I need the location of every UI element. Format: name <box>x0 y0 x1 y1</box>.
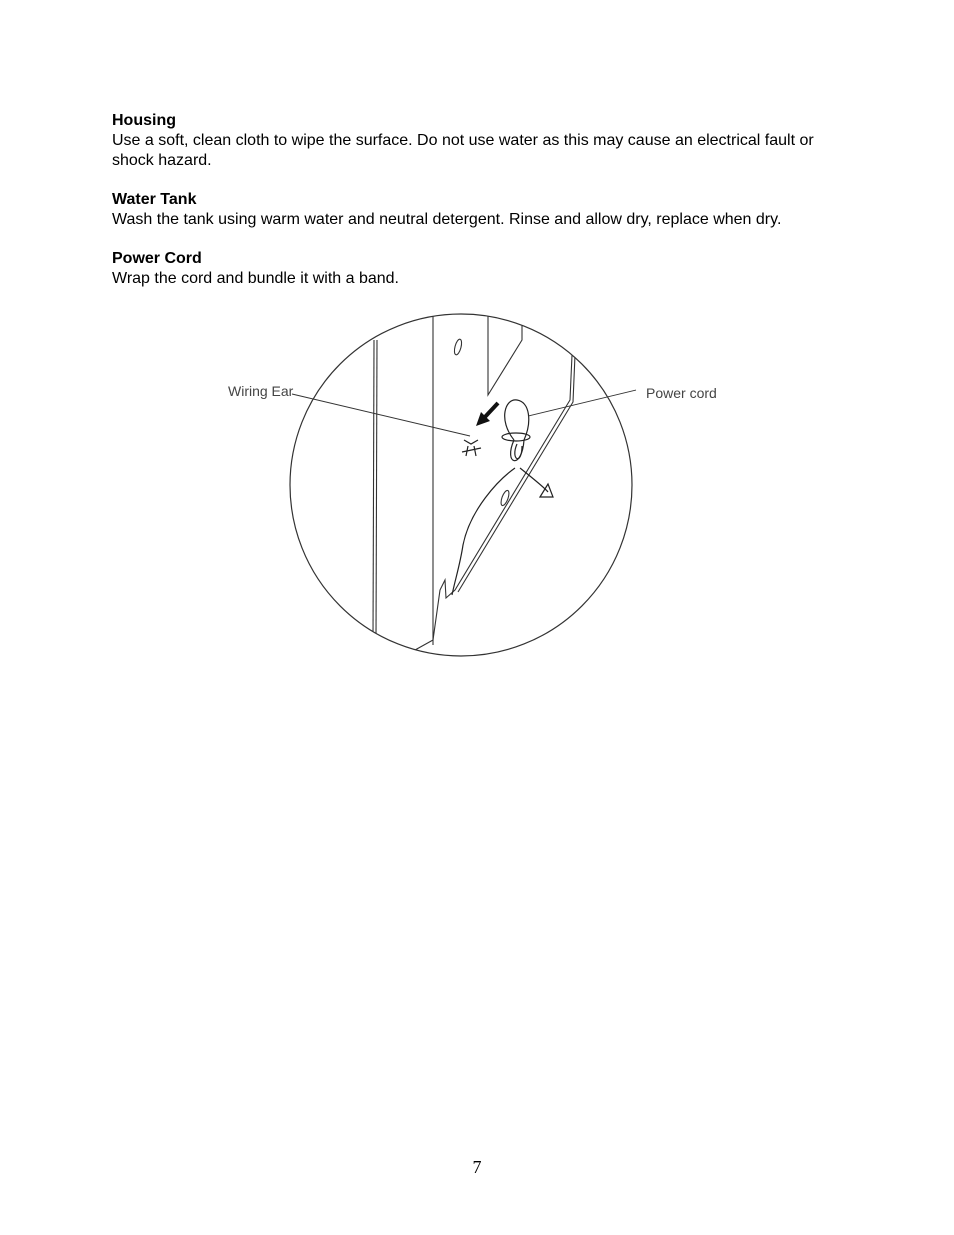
section-power-cord <box>112 249 852 289</box>
power-cord-diagram <box>0 300 954 670</box>
power-cord-label: Power cord <box>646 385 717 401</box>
section-water-tank <box>112 190 852 230</box>
page-number: 7 <box>472 1157 482 1177</box>
section-heading: Housing <box>112 112 176 129</box>
section-housing <box>112 111 852 171</box>
section-body: Wash the tank using warm water and neutral detergent. Rinse and allow dry, replace when dry. <box>112 211 782 228</box>
section-body: Use a soft, clean cloth to wipe the surface. Do not use water as this may cause an electrical fault or shock hazard. <box>112 132 814 169</box>
wiring-ear-label: Wiring Ear <box>228 383 294 399</box>
section-body: Wrap the cord and bundle it with a band. <box>112 270 399 287</box>
section-heading: Power Cord <box>112 250 202 267</box>
section-heading: Water Tank <box>112 191 197 208</box>
detail-circle <box>290 314 632 656</box>
